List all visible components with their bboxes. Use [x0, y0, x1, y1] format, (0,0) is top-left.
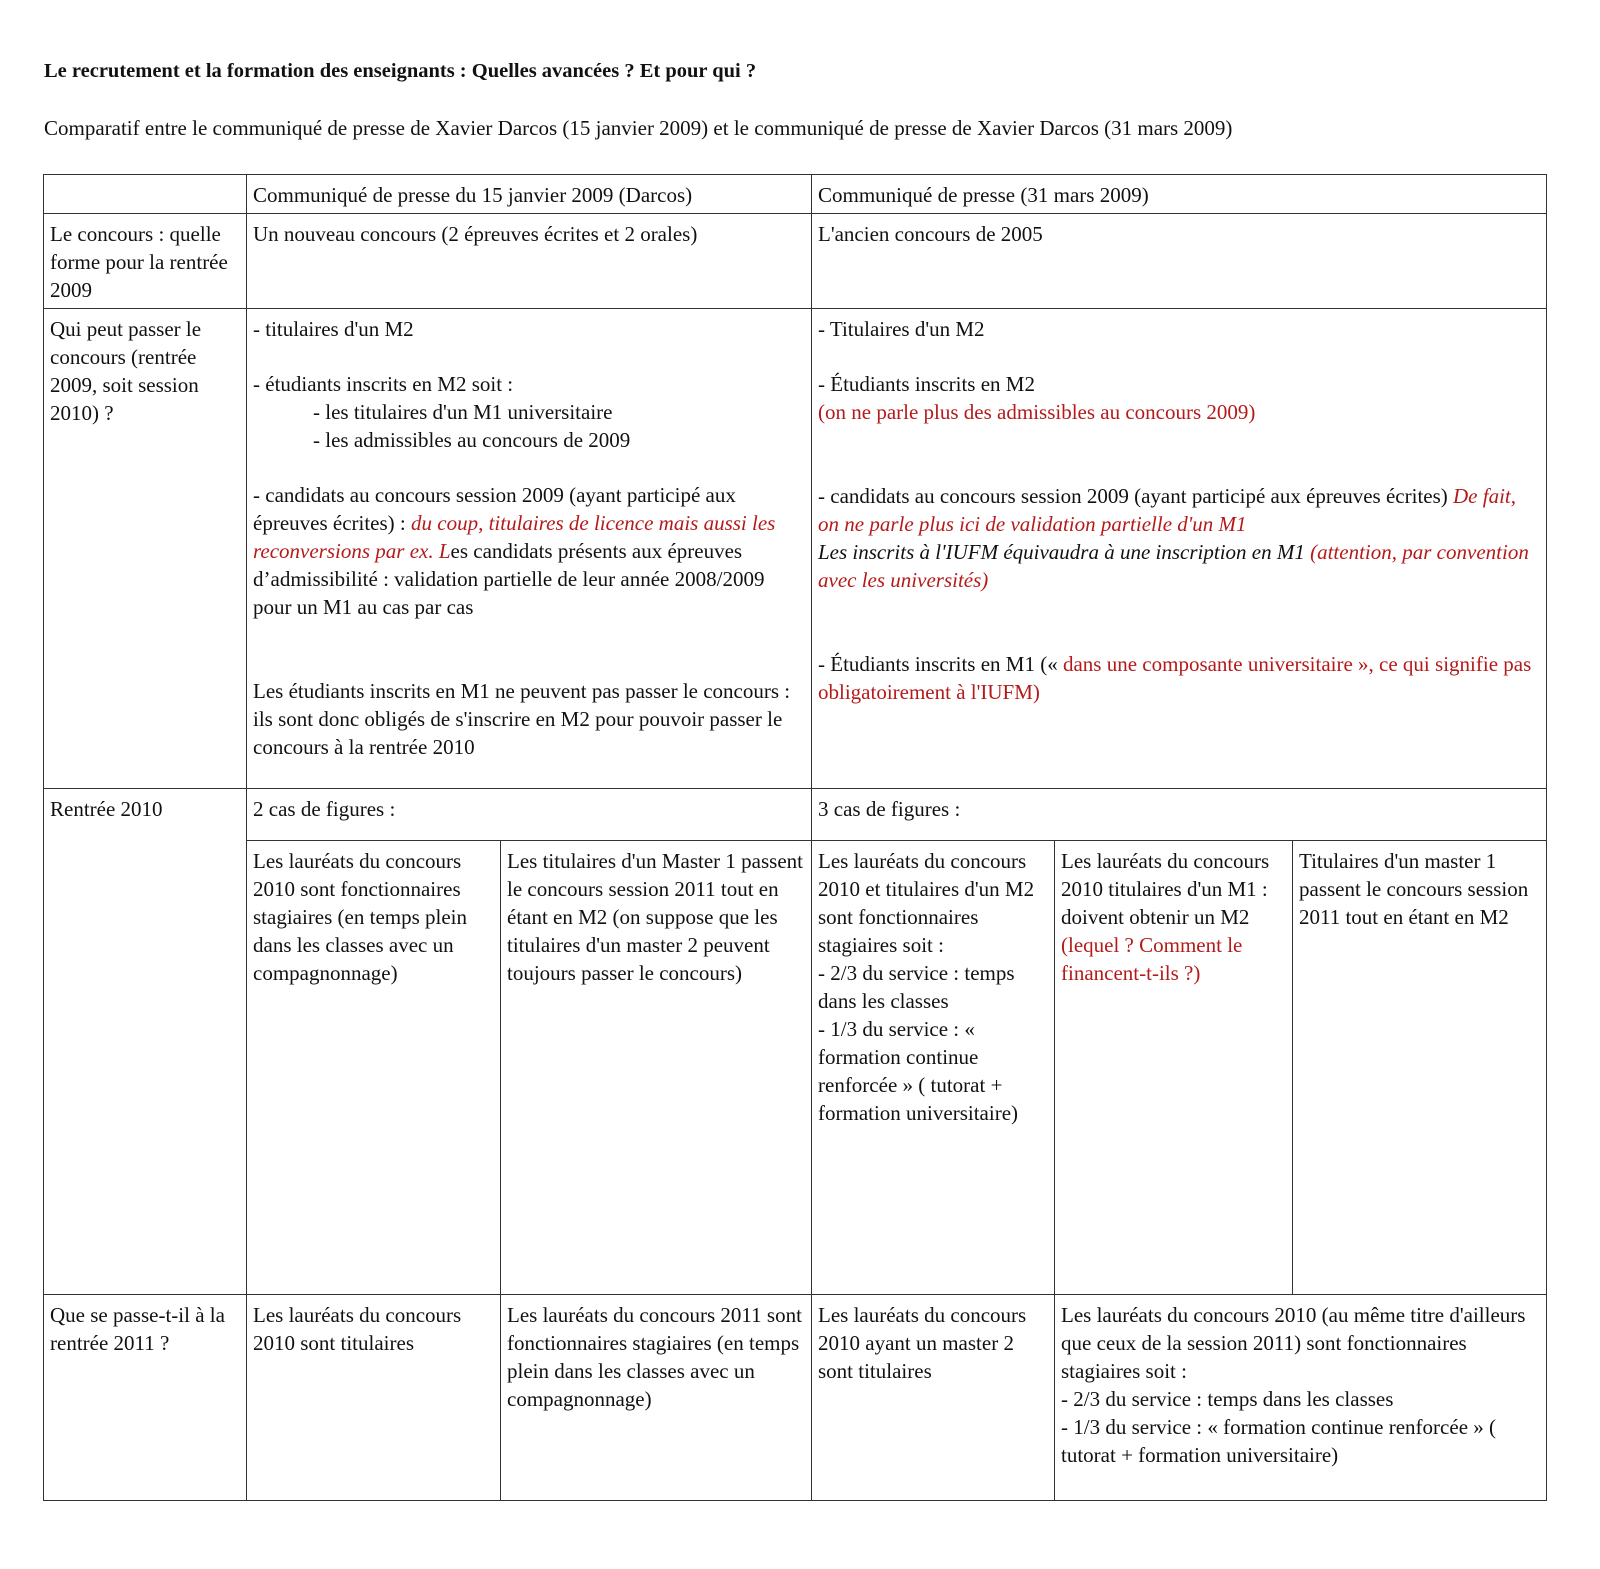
qui-mar-line: - Étudiants inscrits en M2	[818, 372, 1035, 396]
document-title: Le recrutement et la formation des enseignants : Quelles avancées ? Et pour qui ?	[44, 60, 757, 82]
header-empty-cell	[44, 175, 247, 214]
comparison-table	[43, 174, 1547, 1501]
row-label-2010: Rentrée 2010	[44, 789, 247, 1295]
qui-mar-comment: (on ne parle plus des admissibles au concours 2009)	[818, 400, 1256, 424]
qui-march	[812, 309, 1547, 789]
table-row-qui	[44, 309, 1547, 789]
2010-mar-b-comment: (lequel ? Comment le financent-t-ils ?)	[1061, 933, 1243, 985]
qui-mar-line: - Titulaires d'un M2	[818, 317, 985, 341]
2010-mar-b-text: Les lauréats du concours 2010 titulaires d'un M1 : doivent obtenir un M2	[1061, 849, 1270, 929]
2010-mar-a-text: Les lauréats du concours 2010 et titulaires d'un M2 sont fonctionnaires stagiaires soit :	[818, 849, 1035, 957]
qui-jan-text: - candidats au concours session 2009 (ayant participé aux épreuves écrites) :	[253, 483, 736, 535]
2011-mar-b-text: - 1/3 du service : « formation continue renforcée » ( tutorat + formation universitaire)	[1061, 1415, 1497, 1467]
2011-jan-a: Les lauréats du concours 2010 sont titulaires	[247, 1295, 501, 1501]
qui-jan-line: - étudiants inscrits en M2 soit :	[253, 372, 514, 396]
2011-jan-b: Les lauréats du concours 2011 sont fonctionnaires stagiaires (en temps plein dans les classes avec un compagnonnage)	[501, 1295, 812, 1501]
header-march: Communiqué de presse (31 mars 2009)	[812, 175, 1547, 214]
qui-mar-comment: De fait, on ne parle plus ici de validation partielle d'un M1	[818, 484, 1517, 536]
2010-mar-case-b	[1055, 841, 1293, 1295]
qui-jan-line: - les admissibles au concours de 2009	[313, 428, 631, 452]
table-row-2011	[44, 1295, 1547, 1501]
document-subtitle: Comparatif entre le communiqué de presse de Xavier Darcos (15 janvier 2009) et le communiqué de presse de Xavier Darcos (31 mars 2009)	[44, 116, 1233, 140]
qui-mar-comment: (attention, par convention avec les universités)	[818, 540, 1529, 592]
qui-mar-text: Les inscrits à l'IUFM équivaudra à une inscription en M1	[818, 540, 1305, 564]
2011-mar-b	[1055, 1295, 1547, 1501]
2010-mar-case-c: Titulaires d'un master 1 passent le concours session 2011 tout en étant en M2	[1293, 841, 1547, 1295]
concours-january: Un nouveau concours (2 épreuves écrites et 2 orales)	[247, 214, 812, 309]
table-row-2010-head	[44, 789, 1547, 841]
table-row-2010-cases	[44, 841, 1547, 1295]
qui-mar-text: - candidats au concours session 2009 (ayant participé aux épreuves écrites)	[818, 484, 1454, 508]
2011-mar-b-text: Les lauréats du concours 2010 (au même titre d'ailleurs que ceux de la session 2011) sont fonctionnaires stagiaires soit :	[1061, 1303, 1526, 1383]
concours-march: L'ancien concours de 2005	[812, 214, 1547, 309]
qui-mar-paragraph	[818, 482, 1540, 594]
2011-mar-a: Les lauréats du concours 2010 ayant un master 2 sont titulaires	[812, 1295, 1055, 1501]
qui-jan-text: es candidats présents aux épreuves d’admissibilité : validation partielle de leur année 2008/2009 pour un M1 au cas par cas	[253, 539, 765, 619]
qui-mar-paragraph	[818, 650, 1540, 706]
2010-jan-case-a: Les lauréats du concours 2010 sont fonctionnaires stagiaires (en temps plein dans les classes avec un compagnonnage)	[247, 841, 501, 1295]
qui-jan-line: Les étudiants inscrits en M1 ne peuvent pas passer le concours : ils sont donc obligés de s'inscrire en M2 pour pouvoir passer le concours à la rentrée 2010	[253, 679, 791, 759]
row-label-qui: Qui peut passer le concours (rentrée 2009, soit session 2010) ?	[44, 309, 247, 789]
qui-jan-line: - les titulaires d'un M1 universitaire	[313, 400, 613, 424]
qui-jan-line: - titulaires d'un M2	[253, 317, 414, 341]
2010-january-head: 2 cas de figures :	[247, 789, 812, 841]
qui-jan-paragraph	[253, 481, 805, 621]
2010-mar-case-a	[812, 841, 1055, 1295]
qui-january	[247, 309, 812, 789]
row-label-2011: Que se passe-t-il à la rentrée 2011 ?	[44, 1295, 247, 1501]
header-january: Communiqué de presse du 15 janvier 2009 (Darcos)	[247, 175, 812, 214]
2010-jan-case-b: Les titulaires d'un Master 1 passent le concours session 2011 tout en étant en M2 (on suppose que les titulaires d'un master 2 peuvent toujours passer le concours)	[501, 841, 812, 1295]
2010-mar-a-text: - 1/3 du service : « formation continue renforcée » ( tutorat + formation universitaire)	[818, 1017, 1019, 1125]
qui-mar-comment: dans une composante universitaire », ce qui signifie pas obligatoirement à l'IUFM)	[818, 652, 1532, 704]
table-row-concours	[44, 214, 1547, 309]
qui-mar-text: - Étudiants inscrits en M1 («	[818, 652, 1063, 676]
row-label-concours: Le concours : quelle forme pour la rentrée 2009	[44, 214, 247, 309]
2011-mar-b-text: - 2/3 du service : temps dans les classes	[1061, 1387, 1394, 1411]
qui-jan-comment: du coup, titulaires de licence mais aussi les reconversions par ex. L	[253, 511, 776, 563]
table-header-row	[44, 175, 1547, 214]
2010-march-head: 3 cas de figures :	[812, 789, 1547, 841]
2010-mar-a-text: - 2/3 du service : temps dans les classes	[818, 961, 1015, 1013]
